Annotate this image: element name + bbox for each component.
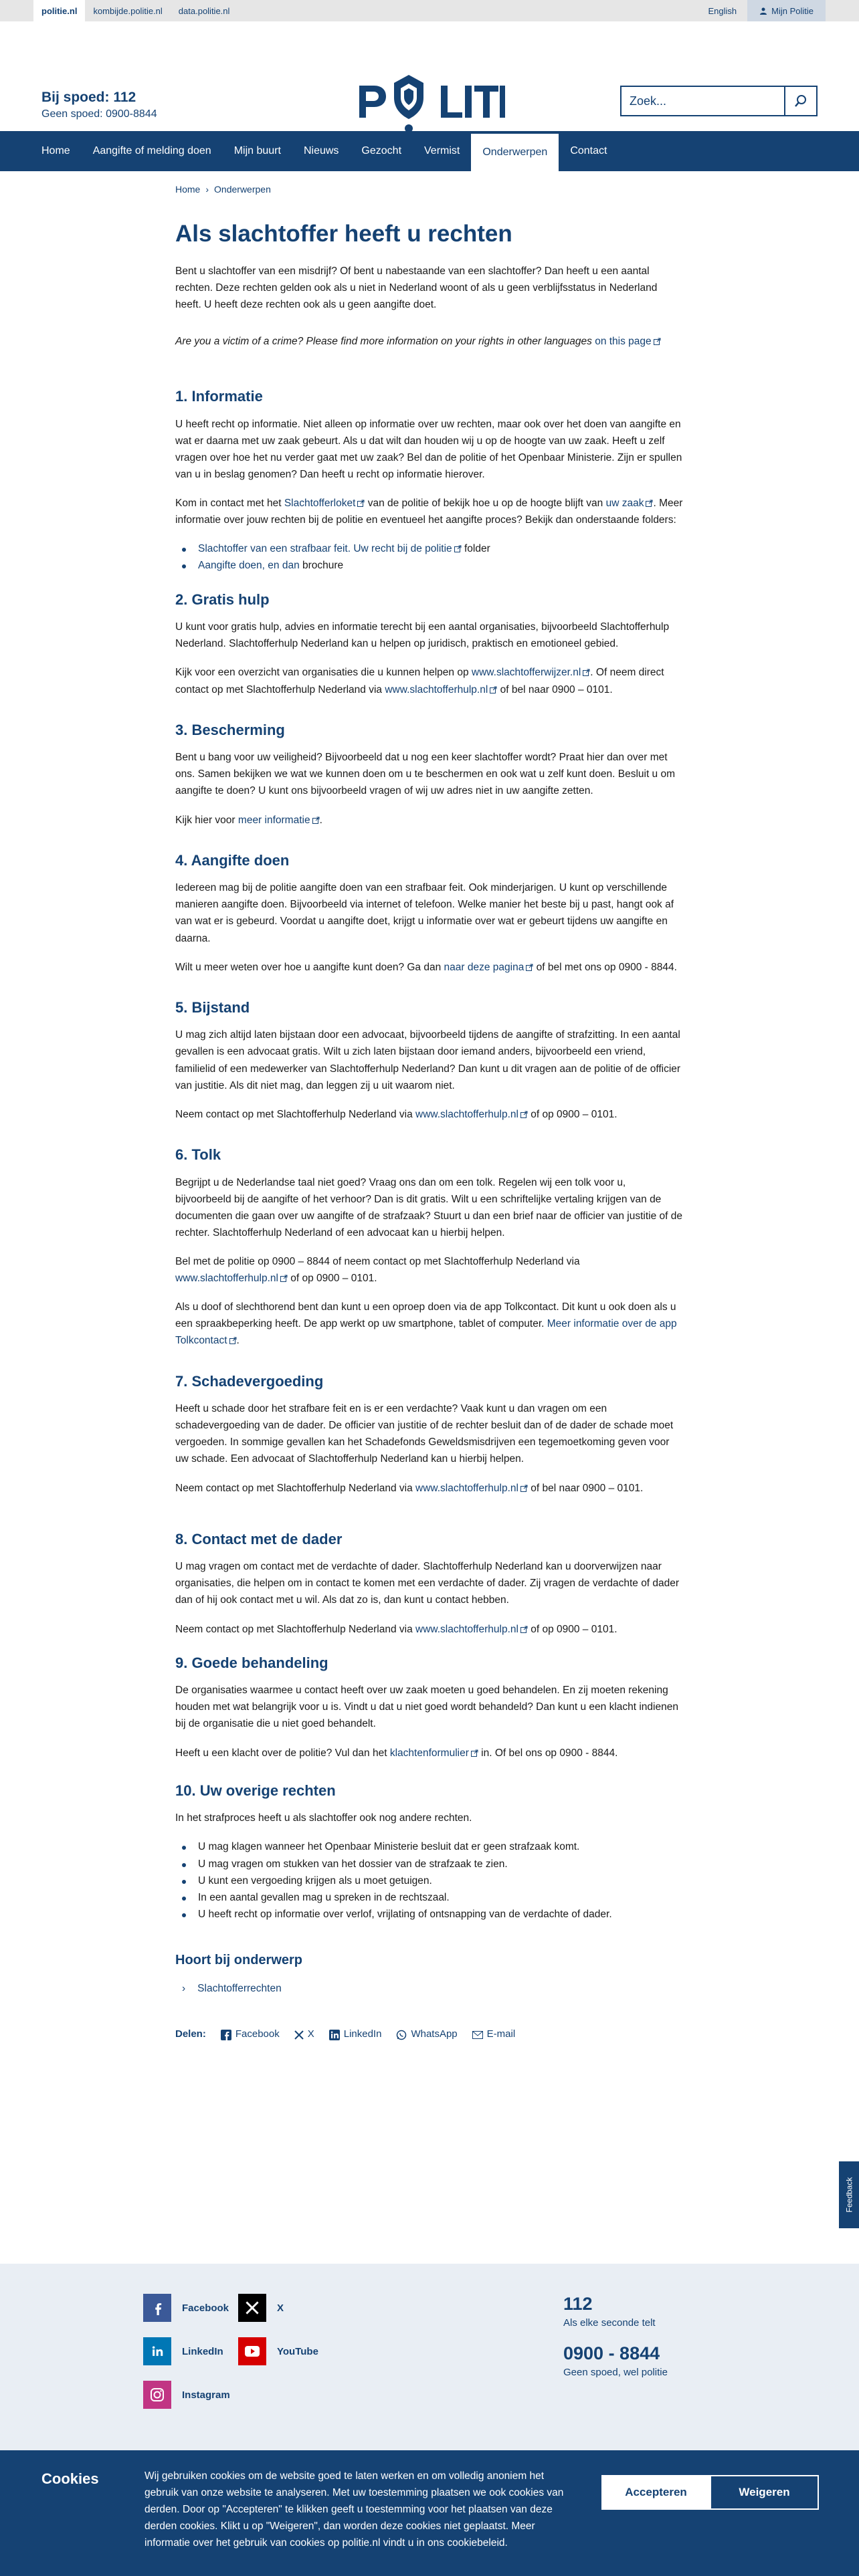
youtube-icon <box>238 2337 266 2365</box>
other-rights-list <box>175 1838 684 1923</box>
klachtenformulier-link[interactable]: klachtenformulier <box>389 1747 469 1759</box>
list-item: U mag vragen om stukken van het dossier van de strafzaak te zien. <box>175 1856 684 1872</box>
feedback-label: Feedback <box>844 2177 854 2213</box>
footer-emergency-text: Als elke seconde telt <box>563 2317 656 2329</box>
tab-kombijde-politie[interactable]: kombijde.politie.nl <box>93 5 163 16</box>
linkedin-icon <box>329 2030 340 2040</box>
slachtofferhulp-link[interactable]: www.slachtofferhulp.nl <box>385 683 488 695</box>
slachtofferhulp-link[interactable]: www.slachtofferhulp.nl <box>415 1108 518 1120</box>
list-item: U heeft recht op informatie over verlof, vrijlating of ontsnapping van de verdachte of dader. <box>175 1906 684 1923</box>
uw-zaak-link[interactable]: uw zaak <box>605 498 644 510</box>
nav-mijn-buurt[interactable]: Mijn buurt <box>233 145 281 156</box>
folder-link[interactable]: Slachtoffer van een strafbaar feit. Uw recht bij de politie <box>198 543 452 555</box>
chevron-right-icon: › <box>182 1983 186 1995</box>
non-emergency-line: Geen spoed: 0900-8844 <box>41 108 157 120</box>
section-7-text: Heeft u schade door het strafbare feit en is er een verdachte? Vaak kunt u dan vragen om een schadevergoeding van de dader. De officier van justitie of de rechter besluit dan of de dader de schade moet vergoeden. In sommige gevallen kan het Schadefonds Geweldsmisdrijven een tegemoetkoming geven voor uw schade. Een advocaat of Slachtofferhulp Nederland kan u hierbij helpen. <box>175 1403 674 1465</box>
whatsapp-icon <box>396 2030 407 2040</box>
section-3-title: 3. Bescherming <box>175 721 285 738</box>
section-6-tolkcontact: Als u doof of slechthorend bent dan kunt u een oproep doen via de app Tolkcontact. Dit kunt u ook doen als u een spraakbeperking heeft. De app werkt op uw smartphone, tablet of computer. Meer informatie over de app Tolkcontact . <box>175 1301 677 1347</box>
section-4-text: Iedereen mag bij de politie aangifte doen van een strafbaar feit. Ook minderjarigen. U kunt op verschillende manieren aangifte doen. Bijvoorbeeld via internet of telefoon. Welke manier het beste bij u past, hangt ook af van wat er is gebeurd. Voordat u aangifte doet, krijgt u informatie over wat er gebeurt tijdens uw aangifte en daarna. <box>175 882 674 944</box>
footer-x[interactable]: X <box>238 2294 284 2322</box>
external-link-icon <box>471 1749 478 1757</box>
cookiebeleid-link[interactable]: cookiebeleid <box>447 2537 505 2549</box>
nav-gezocht[interactable]: Gezocht <box>361 145 402 156</box>
feedback-button[interactable] <box>839 2161 859 2228</box>
cookie-banner <box>0 2450 859 2576</box>
external-link-icon <box>229 1337 237 1344</box>
nav-vermist[interactable]: Vermist <box>424 145 460 156</box>
site-header <box>0 21 859 131</box>
main-navigation <box>0 131 859 171</box>
external-link-icon <box>520 1111 528 1118</box>
emergency-numbers <box>41 90 157 120</box>
related-topic-label: Slachtofferrechten <box>197 1983 282 1995</box>
search-button[interactable] <box>785 86 818 116</box>
slachtofferhulp-link[interactable]: www.slachtofferhulp.nl <box>415 1482 518 1494</box>
footer-instagram[interactable]: Instagram <box>143 2381 230 2409</box>
x-icon <box>238 2294 266 2322</box>
related-topic-title: Hoort bij onderwerp <box>175 1952 302 1967</box>
external-link-icon <box>312 817 320 824</box>
footer-contact-numbers <box>563 2294 668 2378</box>
section-6-text: Begrijpt u de Nederlandse taal niet goed? Vraag ons dan om een tolk. Regelen wij een tolk voor u, bijvoorbeeld bij de aangifte of het verhoor? Dan is dit gratis. Wilt u een schriftelijke vertaling krijgen van de documenten die gaan over uw aangifte of de strafzaak? Stuurt u dan een brief naar de officier van justitie of de rechter. Slachtofferhulp Nederland of een advocaat kan u hierbij helpen. <box>175 1176 682 1239</box>
section-10-text: In het strafproces heeft u als slachtoffer ook nog andere rechten. <box>175 1812 472 1824</box>
accept-cookies-button[interactable]: Accepteren <box>601 2475 710 2510</box>
intro-text: Bent u slachtoffer van een misdrijf? Of bent u nabestaande van een slachtoffer? Dan heeft u een aantal rechten. Deze rechten gelden ook als u niet in Nederland woont of als u geen verblijfsstatus in Nederland heeft. U heeft deze rechten ook als u geen aangifte doet. <box>175 265 658 310</box>
section-6-contact: Bel met de politie op 0900 – 8844 of neem contact op met Slachtofferhulp Nederland via www.slachtofferhulp.nl of op 0900 – 0101. <box>175 1255 580 1285</box>
external-link-icon <box>520 1485 528 1492</box>
tab-data-politie[interactable]: data.politie.nl <box>178 5 230 16</box>
linkedin-icon <box>143 2337 171 2365</box>
tab-politie-nl[interactable]: politie.nl <box>33 0 85 21</box>
breadcrumb <box>175 182 684 197</box>
section-1-text: U heeft recht op informatie. Niet alleen op informatie over uw rechten, maar ook over het doen van aangifte en wat er daarna met uw zaak gebeurt. Als u dat wilt dan houden wij u op de hoogte van uw zaak. Heeft u zelf vragen over hoe het nu verder gaat met uw zaak? Bel dan de politie of het Openbaar Ministerie. Zijn er spullen van u in beslag genomen? Dan heeft u recht op informatie hierover. <box>175 418 682 481</box>
instagram-icon <box>143 2381 171 2409</box>
chevron-right-icon: › <box>205 184 209 195</box>
section-5-text: U mag zich altijd laten bijstaan door een advocaat, bijvoorbeeld tijdens de aangifte of strafzitting. In een aantal gevallen is een advocaat gratis. Wilt u zich laten bijstaan door iemand anders, bijvoorbeeld een vriend, familielid of een medewerker van Slachtofferhulp Nederland? Dan kunt u dit vragen aan de politie of de officier van justitie. Als dit niet mag, dan leggen zij u uit waarom niet. <box>175 1029 681 1091</box>
section-2-title: 2. Gratis hulp <box>175 591 270 608</box>
x-icon <box>294 2030 304 2040</box>
facebook-icon <box>221 2030 231 2040</box>
share-x[interactable]: X <box>294 2026 314 2042</box>
footer-nonemergency-number: 0900 - 8844 <box>563 2343 660 2363</box>
my-police-label: Mijn Politie <box>771 5 814 16</box>
brochure-link[interactable]: Aangifte doen, en dan <box>198 560 300 572</box>
cookie-title: Cookies <box>41 2470 99 2487</box>
emergency-line: Bij spoed: 112 <box>41 90 136 105</box>
search-icon <box>794 94 807 108</box>
user-icon <box>759 7 767 15</box>
breadcrumb-onderwerpen[interactable]: Onderwerpen <box>214 184 271 195</box>
list-item: Aangifte doen, en dan brochure <box>175 557 684 574</box>
search-input[interactable] <box>620 86 785 116</box>
section-6-title: 6. Tolk <box>175 1146 221 1163</box>
language-link[interactable]: English <box>708 5 737 16</box>
list-item: U mag klagen wanneer het Openbaar Ministerie besluit dat er geen strafzaak komt. <box>175 1838 684 1855</box>
search-form <box>620 86 818 116</box>
section-4-title: 4. Aangifte doen <box>175 851 290 869</box>
section-5-contact: Neem contact op met Slachtofferhulp Nederland via www.slachtofferhulp.nl of op 0900 – 0101. <box>175 1108 617 1120</box>
reject-cookies-button[interactable]: Weigeren <box>710 2475 819 2510</box>
nav-home[interactable]: Home <box>41 145 70 156</box>
share-label: Delen: <box>175 2028 206 2040</box>
external-link-icon <box>654 338 661 345</box>
external-link-icon <box>583 669 590 676</box>
footer-facebook[interactable]: Facebook <box>143 2294 229 2322</box>
slachtofferloket-link[interactable]: Slachtofferloket <box>284 498 356 510</box>
page-title: Als slachtoffer heeft u rechten <box>175 220 512 247</box>
external-link-icon <box>646 500 653 507</box>
external-link-icon <box>526 964 533 971</box>
list-item: U kunt een vergoeding krijgen als u moet getuigen. <box>175 1872 684 1889</box>
section-1-contact: Kom in contact met het Slachtofferloket van de politie of bekijk hoe u op de hoogte blijft van uw zaak . Meer informatie over jouw rechten bij de politie en eventueel het aangifte proces? Bekijk dan onderstaande folders: <box>175 498 683 526</box>
top-utility-bar <box>0 0 859 21</box>
external-link-icon <box>520 1626 528 1633</box>
section-8-text: U mag vragen om contact met de verdachte of dader. Slachtofferhulp Nederland kan u doorverwijzen naar organisaties, die helpen om in contact te komen met een verdachte of dader. Zij vragen de verdachte of dader dan of hij ook contact met u wil. Als dat zo is, dan kunt u contact hebben. <box>175 1561 680 1606</box>
cookie-text: Wij gebruiken cookies om de website goed te laten werken en om volledig anoniem het gebruik van onze website te analyseren. Met uw toestemming plaatsen we ook cookies van derden. Door op "Accepteren" te klikken geeft u toestemming voor het plaatsen van deze derden cookies. Klikt u op "Weigeren", dan worden deze cookies niet geplaatst. Meer informatie over het gebruik van cookies op politie.nl vindt u in ons cookiebeleid. <box>145 2470 564 2549</box>
other-languages-note: Are you a victim of a crime? Please find more information on your rights in other languages on this page <box>175 333 684 350</box>
meer-informatie-link[interactable]: meer informatie <box>237 814 310 826</box>
nav-aangifte[interactable]: Aangifte of melding doen <box>92 145 211 156</box>
section-9-text: De organisaties waarmee u contact heeft over uw zaak moeten u goed behandelen. En zij moeten rekening houden met wat belangrijk voor u is. Vindt u dat u niet goed wordt behandeld? Dan kunt u een klacht indienen bij de organisatie die u niet goed behandelt. <box>175 1685 678 1730</box>
section-3-text: Bent u bang voor uw veiligheid? Bijvoorbeeld dat u nog een keer slachtoffer wordt? Praat hier dan over met ons. Samen bekijken we wat we kunnen doen om u te beschermen en ook wat u zelf kunt doen. Besluit u om aangifte te doen? U kunt ons bijvoorbeeld vragen of wij uw adres niet in uw aangifte zetten. <box>175 752 676 797</box>
folder-list <box>175 540 684 574</box>
external-link-icon <box>490 686 497 693</box>
main-content <box>175 182 684 2043</box>
slachtofferhulp-link[interactable]: www.slachtofferhulp.nl <box>415 1623 518 1635</box>
nav-onderwerpen[interactable]: Onderwerpen <box>471 131 559 171</box>
section-9-complaint: Heeft u een klacht over de politie? Vul dan het klachtenformulier in. Of bel ons op 0900 - 8844. <box>175 1747 618 1759</box>
section-1-title: 1. Informatie <box>175 388 263 405</box>
share-bar <box>175 2026 684 2042</box>
footer-emergency-number: 112 <box>563 2294 593 2314</box>
section-2-contact: Kijk voor een overzicht van organisaties die u kunnen helpen op www.slachtofferwijzer.nl . Of neem direct contact op met Slachtofferhulp Nederland via www.slachtofferhulp.nl of bel naar 0900 – 0101. <box>175 667 664 695</box>
section-4-more: Wilt u meer weten over hoe u aangifte kunt doen? Ga dan naar deze pagina of bel met ons op 0900 - 8844. <box>175 961 677 973</box>
list-item: Slachtoffer van een strafbaar feit. Uw recht bij de politie folder <box>175 540 684 557</box>
section-10-title: 10. Uw overige rechten <box>175 1782 336 1799</box>
footer-youtube[interactable]: YouTube <box>238 2337 318 2365</box>
footer-linkedin[interactable]: LinkedIn <box>143 2337 223 2365</box>
nav-nieuws[interactable]: Nieuws <box>303 145 339 156</box>
list-item: In een aantal gevallen mag u spreken in de rechtszaal. <box>175 1889 684 1906</box>
aangifte-page-link[interactable]: naar deze pagina <box>444 961 524 973</box>
nav-contact[interactable]: Contact <box>570 145 607 156</box>
breadcrumb-home[interactable]: Home <box>175 184 201 195</box>
slachtofferhulp-link[interactable]: www.slachtofferhulp.nl <box>175 1273 278 1285</box>
footer-nonemergency-text: Geen spoed, wel politie <box>563 2367 668 2378</box>
external-link-icon <box>280 1275 288 1282</box>
politie-logo[interactable] <box>357 70 505 134</box>
other-languages-link[interactable]: on this page <box>595 336 652 347</box>
section-7-contact: Neem contact op met Slachtofferhulp Nederland via www.slachtofferhulp.nl of bel naar 0900 – 0101. <box>175 1482 644 1494</box>
external-link-icon <box>357 500 365 507</box>
related-topic-link[interactable] <box>175 1980 684 1997</box>
section-2-text: U kunt voor gratis hulp, advies en informatie terecht bij een aantal organisaties, bijvoorbeeld Slachtofferhulp Nederland. Slachtofferhulp Nederland kan u helpen op juridisch, praktisch en emotioneel gebied. <box>175 621 670 650</box>
tolkcontact-link[interactable]: Meer informatie over de app Tolkcontact <box>175 1318 677 1347</box>
facebook-icon <box>143 2294 171 2322</box>
mail-icon <box>472 2031 483 2039</box>
section-8-title: 8. Contact met de dader <box>175 1530 343 1547</box>
share-whatsapp[interactable]: WhatsApp <box>396 2026 457 2042</box>
section-9-title: 9. Goede behandeling <box>175 1654 328 1671</box>
section-8-contact: Neem contact op met Slachtofferhulp Nederland via www.slachtofferhulp.nl of op 0900 – 0101. <box>175 1623 617 1635</box>
share-email[interactable]: E-mail <box>472 2026 516 2042</box>
section-7-title: 7. Schadevergoeding <box>175 1372 324 1390</box>
share-facebook[interactable]: Facebook <box>221 2026 280 2042</box>
my-police-button[interactable] <box>747 0 826 21</box>
section-3-more: Kijk hier voor meer informatie . <box>175 814 322 826</box>
section-5-title: 5. Bijstand <box>175 998 250 1016</box>
slachtofferwijzer-link[interactable]: www.slachtofferwijzer.nl <box>471 667 581 679</box>
external-link-icon <box>454 545 462 552</box>
share-linkedin[interactable]: LinkedIn <box>329 2026 382 2042</box>
